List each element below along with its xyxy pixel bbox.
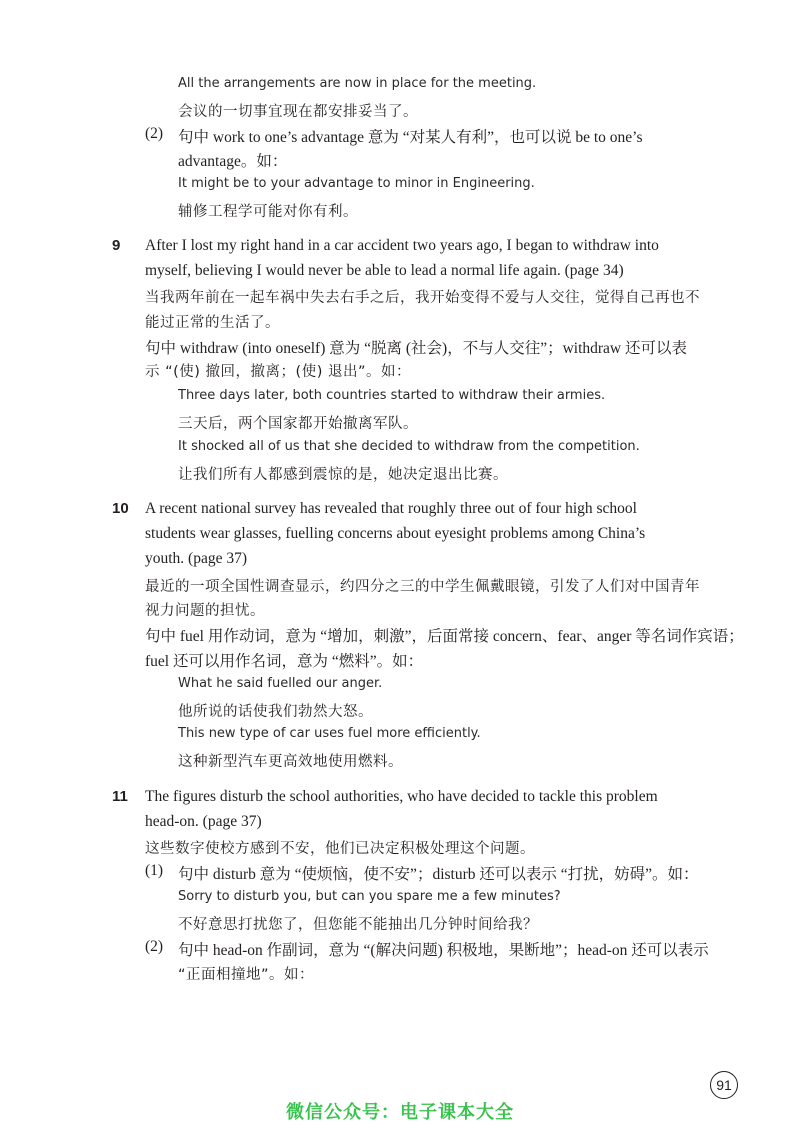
sub-item-marker: (2) xyxy=(145,938,164,955)
example-sentence: It might be to your advantage to minor in Engineering. xyxy=(178,176,535,191)
text-line: students wear glasses, fuelling concerns about eyesight problems among China’s xyxy=(145,525,646,542)
text-line: The figures disturb the school authorities, who have decided to tackle this problem xyxy=(145,788,658,805)
item-number: 10 xyxy=(112,500,129,517)
text-line: 他所说的话使我们勃然大怒。 xyxy=(178,704,373,720)
text-line: 最近的一项全国性调查显示，约四分之三的中学生佩戴眼镜，引发了人们对中国青年 xyxy=(145,579,700,595)
item-number: 9 xyxy=(112,237,121,254)
text-line: 示 “(使) 撤回，撤离；(使) 退出”。如： xyxy=(145,364,411,380)
text-line: advantage。如： xyxy=(178,153,288,170)
text-line: fuel 还可以用作名词，意为 “燃料”。如： xyxy=(145,653,424,670)
example-sentence: All the arrangements are now in place for the meeting. xyxy=(178,76,537,91)
text-line: “正面相撞地”。如： xyxy=(178,967,315,983)
text-line: 句中 head-on 作副词，意为 “(解决问题) 积极地，果断地”；head-on 还可以表示 xyxy=(178,942,709,959)
text-line: A recent national survey has revealed that roughly three out of four high school xyxy=(145,500,637,517)
text-line: 句中 work to one’s advantage 意为 “对某人有利”，也可以说 be to one’s xyxy=(178,129,643,146)
text-line: head-on. (page 37) xyxy=(145,813,262,830)
text-line: 辅修工程学可能对你有利。 xyxy=(178,204,358,220)
example-sentence: Three days later, both countries started to withdraw their armies. xyxy=(178,388,606,403)
text-line: After I lost my right hand in a car accident two years ago, I began to withdraw into xyxy=(145,237,659,254)
text-line: 这些数字使校方感到不安，他们已决定积极处理这个问题。 xyxy=(145,841,535,857)
sub-item-marker: (2) xyxy=(145,125,164,142)
text-line: 能过正常的生活了。 xyxy=(145,315,280,331)
text-line: 这种新型汽车更高效地使用燃料。 xyxy=(178,754,403,770)
text-line: 当我两年前在一起车祸中失去右手之后，我开始变得不爱与人交往，觉得自己再也不 xyxy=(145,290,700,306)
footer-watermark: 微信公众号：电子课本大全 xyxy=(286,1102,514,1123)
text-line: 句中 fuel 用作动词，意为 “增加，刺激”，后面常接 concern、fear、anger 等名词作宾语； xyxy=(145,628,744,645)
example-sentence: Sorry to disturb you, but can you spare me a few minutes? xyxy=(178,889,561,904)
text-line: 让我们所有人都感到震惊的是，她决定退出比赛。 xyxy=(178,467,508,483)
item-number: 11 xyxy=(112,788,128,805)
text-line: 会议的一切事宜现在都安排妥当了。 xyxy=(178,104,418,120)
text-line: 句中 disturb 意为 “使烦恼，使不安”；disturb 还可以表示 “打扰，妨碍”。如： xyxy=(178,866,699,883)
example-sentence: What he said fuelled our anger. xyxy=(178,676,383,691)
example-sentence: This new type of car uses fuel more efficiently. xyxy=(178,726,481,741)
text-line: 不好意思打扰您了，但您能不能抽出几分钟时间给我？ xyxy=(178,917,538,933)
sub-item-marker: (1) xyxy=(145,862,164,879)
text-line: 三天后，两个国家都开始撤离军队。 xyxy=(178,416,418,432)
text-line: 视力问题的担忧。 xyxy=(145,603,265,619)
text-line: 句中 withdraw (into oneself) 意为 “脱离 (社会)，不与人交往”；withdraw 还可以表 xyxy=(145,340,687,357)
page-number: 91 xyxy=(710,1071,738,1099)
text-line: youth. (page 37) xyxy=(145,550,248,567)
text-line: myself, believing I would never be able to lead a normal life again. (page 34) xyxy=(145,262,624,279)
example-sentence: It shocked all of us that she decided to withdraw from the competition. xyxy=(178,439,640,454)
